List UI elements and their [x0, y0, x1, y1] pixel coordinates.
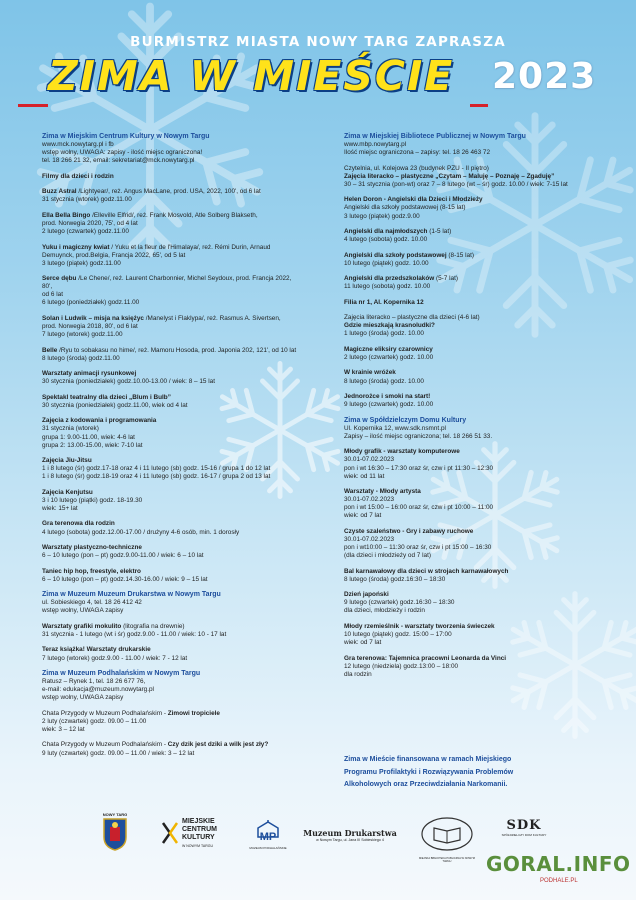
event-detail: wiek: od 7 lat — [344, 512, 382, 520]
year-label: 2023 — [492, 56, 597, 97]
logo-label: KULTURY — [182, 834, 215, 841]
event-detail: dla rodzin — [344, 670, 372, 678]
event-name: Angielski dla szkoły podstawowej — [344, 251, 447, 259]
event-detail: 1 i 8 lutego (śr) godz.17-18 oraz 4 i 11 lutego (sb) godz. 15-16 / grupa 1 do 12 lat — [42, 465, 271, 473]
funding-note — [344, 754, 574, 792]
mck-mark-icon — [160, 820, 180, 846]
event-name: Zajęcia Kenjutsu — [42, 488, 93, 496]
event-name: Warsztaty plastyczno-techniczne — [42, 544, 142, 552]
info-line: Ratusz – Rynek 1, tel. 18 26 677 76, — [42, 678, 146, 686]
event-detail: 10 lutego (piątek) godz. 15:00 – 17:00 — [344, 630, 452, 638]
event-detail: 30 stycznia (poniedziałek) godz.10.00-13.00 / wiek: 8 – 15 lat — [42, 378, 216, 386]
event-name: Młody grafik - warsztaty komputerowe — [344, 448, 460, 456]
event-detail: 2 lutego (czwartek) godz. 10.00 — [344, 354, 434, 361]
info-line: Czytelnia, ul. Kolejowa 23 (budynek PZU - II piętro) — [344, 164, 489, 172]
event-name: Zimowi tropiciele — [167, 709, 220, 717]
event-detail: (dla dzieci i młodzieży od 7 lat) — [344, 552, 432, 560]
event-detail: Demuynck, prod.Belgia, Francja 2022, 65', od 5 lat — [42, 251, 186, 259]
event-detail: /Ryu to sobakasu no hime/, reż. Mamoru Hosoda, prod. Japonia 202, 121', od 10 lat — [59, 346, 297, 354]
event-name: Zajęcia Jiu-Jitsu — [42, 457, 92, 465]
event-detail: 6 – 10 lutego (pon – pt) godz.9.00-11.00 / wiek: 6 – 10 lat — [42, 552, 204, 560]
event-detail: 6 – 10 lutego (pon – pt) godz.14.30-16.00 / wiek: 9 – 15 lat — [42, 575, 208, 583]
info-line: www.mbp.nowytarg.pl — [344, 141, 407, 149]
event-name: Gdzie mieszkają krasnoludki? — [344, 322, 435, 330]
event-detail: 7 lutego (wtorek) godz.11.00 — [42, 331, 123, 339]
info-line: wstęp wolny, UWAGA: zapisy - ilość miejsc ograniczona! — [42, 149, 203, 157]
right-column — [344, 133, 606, 686]
event-detail: 30.01-07.02.2023 — [344, 496, 395, 504]
event-detail: Chata Przygody w Muzeum Podhalańskim - — [42, 709, 168, 717]
event-name: Młody rzemieślnik - warsztaty tworzenia świeczek — [344, 622, 495, 630]
event-detail: (5-7 lat) — [434, 275, 459, 283]
coat-of-arms-icon — [102, 817, 128, 851]
event-detail: /Elleville Elfrid/, reż. Frank Mosvold, Atle Solberg Blakseth, — [92, 211, 258, 219]
divider — [470, 104, 488, 107]
section-title: Zima w Miejskim Centrum Kultury w Nowym Targu — [42, 133, 210, 140]
event-name: Jednorożce i smoki na start! — [344, 393, 431, 401]
event-name: Czyste szaleństwo - Gry i zabawy ruchowe — [344, 527, 474, 535]
event-name: Buzz Astral — [42, 188, 77, 196]
muzeum-podhalanskie-logo — [240, 820, 296, 850]
funding-line: Alkoholowych oraz Przeciwdziałania Narkomanii. — [344, 781, 508, 788]
event-name: Solan i Ludwik – misja na księżyc — [42, 314, 144, 322]
logo-label: SPÓŁDZIELCZY DOM KULTURY — [501, 833, 547, 837]
event-detail: grupa 1: 9.00-11.00, wiek: 4-6 lat — [42, 433, 135, 441]
event-name: Ella Bella Bingo — [42, 211, 91, 219]
event-detail: od 6 lat — [42, 291, 63, 299]
event-name: Gra terenowa dla rodzin — [42, 520, 115, 528]
left-column — [42, 133, 297, 765]
subheading: Filia nr 1, Al. Kopernika 12 — [344, 298, 424, 306]
event-name: Angielski dla przedszkolaków — [344, 275, 435, 283]
event-detail: prod. Norwegia 2018, 80', od 6 lat — [42, 323, 138, 331]
event-detail: 31 stycznia - 1 lutego (wt i śr) godz.9.00 - 11.00 / wiek: 10 - 17 lat — [42, 630, 227, 638]
event-detail: /Lightyear/, reż. Angus MacLane, prod. USA, 2022, 100', od 6 lat — [78, 188, 261, 196]
event-detail: 2 luty (czwartek) godz. 09.00 – 11.00 — [42, 717, 147, 725]
section-title: Zima w Spółdzielczym Domu Kultury — [344, 416, 467, 424]
event-detail: 30.01-07.02.2023 — [344, 456, 395, 464]
info-line: ul. Sobieskiego 4, tel. 18 26 412 42 — [42, 599, 142, 607]
event-detail: wiek: 3 – 12 lat — [42, 725, 85, 733]
logo-label: SDK — [506, 818, 542, 833]
event-name: Serce dębu — [42, 275, 77, 283]
event-detail: 9 luty (czwartek) godz. 09.00 – 11.00 / wiek: 3 – 12 lat — [42, 749, 195, 757]
event-name: Belle — [42, 346, 58, 354]
event-detail: Chata Przygody w Muzeum Podhalańskim - — [42, 741, 168, 749]
event-detail: pon i wt 16:30 – 17:30 oraz śr, czw i pt 11:30 – 12:30 — [344, 464, 494, 472]
event-detail: 1 i 8 lutego (śr) godz.18-19 oraz 4 i 11 lutego (sb) godz. 16-17 / grupa 2 od 13 lat — [42, 473, 271, 481]
event-name: Gra terenowa: Tajemnica pracowni Leonarda da Vinci — [344, 654, 507, 662]
event-detail: 8 lutego (środa) godz.11.00 — [42, 354, 120, 362]
event-detail: 4 lutego (sobota) godz. 10.00 — [344, 236, 428, 244]
subheading: Filmy dla dzieci i rodzin — [42, 172, 114, 180]
event-detail: 3 i 10 lutego (piątki) godz. 18-19.30 — [42, 496, 143, 504]
logo-label: NOWY TARG — [102, 812, 128, 817]
event-detail: /Manelyst i Flaklypa/, reż. Rasmus A. Sivertsen, — [145, 314, 281, 322]
subheading: Helen Doron - Angielski dla Dzieci i Młodzieży — [344, 196, 483, 204]
event-detail: dla dzieci, młodzieży i rodzin — [344, 607, 425, 615]
event-detail: 31 stycznia (wtorek) — [42, 425, 99, 433]
info-line: wstęp wolny, UWAGA zapisy — [42, 694, 124, 702]
event-detail: Zajęcia literacko – plastyczne dla dzieci (4-6 lat) — [344, 314, 480, 322]
info-line: Ul. Kopernika 12, www.sdk.nsmnt.pl — [344, 424, 446, 432]
logo-label: MIEJSKIE — [182, 818, 215, 825]
event-name: Warsztaty - Młody artysta — [344, 488, 421, 496]
event-name: Magiczne eliksiry czarownicy — [344, 345, 433, 353]
watermark: GORAL.INFO — [486, 852, 631, 876]
invite-text: BURMISTRZ MIASTA NOWY TARG ZAPRASZA — [130, 34, 506, 50]
event-detail: 9 lutego (czwartek) godz. 10.00 — [344, 401, 434, 409]
info-line: www.mck.nowytarg.pl i fb — [42, 141, 114, 149]
event-name: Warsztaty animacji rysunkowej — [42, 370, 137, 378]
event-detail: 4 lutego (sobota) godz.12.00-17.00 / drużyny 4-6 osób, min. 1 dorosły — [42, 528, 240, 536]
event-name: Warsztaty grafiki mokulito — [42, 622, 122, 630]
event-detail: 3 lutego (piątek) godz.11.00 — [42, 259, 121, 267]
muzeum-drukarstwa-logo — [300, 828, 400, 842]
event-name: Taniec hip hop, freestyle, elektro — [42, 567, 141, 575]
logo-label: MIEJSKA BIBLIOTEKA PUBLICZNA W NOWYM TARGU — [419, 857, 475, 863]
event-detail: 30 stycznia (poniedziałek) godz.11.00, wiek od 4 lat — [42, 401, 188, 409]
event-name: Teraz książka! Warsztaty drukarskie — [42, 646, 151, 654]
logo-label: Muzeum Drukarstwa — [303, 828, 397, 838]
event-detail: (litografia na drewnie) — [123, 622, 185, 630]
event-detail: / Yuku et la fleur de l'Himalaya/, reż. Rémi Durin, Arnaud — [111, 243, 271, 251]
event-detail: 8 lutego (środa) godz. 10.00 — [344, 377, 424, 385]
section-title: Zima w Muzeum Podhalańskim w Nowym Targu — [42, 670, 201, 678]
event-detail: 31 stycznia (wtorek) godz.11.00 — [42, 196, 132, 204]
logo-label: MUZEUM PODHALAŃSKIE — [249, 846, 287, 850]
page-title: ZIMA W MIEŚCIE — [48, 52, 455, 100]
event-detail: 11 lutego (sobota) godz. 10.00 — [344, 283, 431, 291]
funding-line: Programu Profilaktyki i Rozwiązywania Problemów — [344, 768, 514, 776]
section-title: Zima w Miejskiej Bibliotece Publicznej w Nowym Targu — [344, 133, 526, 140]
event-detail: 8 lutego (środa) godz.16:30 – 18:30 — [344, 575, 446, 583]
event-detail: 30.01-07.02.2023 — [344, 535, 395, 543]
event-detail: Angielski dla szkoły podstawowej (8-15 lat) — [344, 204, 466, 212]
event-detail: (8-15 lat) — [446, 251, 474, 259]
event-detail: 3 lutego (piątek) godz.9.00 — [344, 212, 420, 220]
event-detail: /Le Chene/, reż. Laurent Charbonnier, Michel Seydoux, prod. Francja 2022, 80', — [42, 275, 292, 291]
nowy-targ-logo — [100, 812, 130, 856]
event-detail: pon i wt 15:00 – 16:00 oraz śr, czw i pt 10:00 – 11:00 — [344, 504, 494, 512]
event-name: Zajęcia literacko – plastyczne „Czytam – Maluję – Poznaję – Zgaduję” — [344, 172, 555, 180]
event-detail: prod. Norwegia 2020, 75', od 4 lat — [42, 219, 138, 227]
logo-label: CENTRUM — [182, 826, 217, 833]
logo-label: W NOWYM TARGU — [182, 844, 213, 848]
event-detail: 7 lutego (wtorek) godz.9.00 - 11.00 / wiek: 7 - 12 lat — [42, 654, 188, 662]
event-detail: 12 lutego (niedziela) godz.13:00 – 18:00 — [344, 662, 459, 670]
info-line: Zapisy – ilość miejsc ograniczona; tel. 18 266 51 33. — [344, 432, 493, 440]
biblioteka-logo — [418, 816, 476, 863]
event-name: Zajęcia z kodowania i programowania — [42, 417, 157, 425]
event-detail: grupa 2: 13.00-15.00, wiek: 7-10 lat — [42, 441, 143, 449]
event-detail: 2 lutego (czwartek) godz.11.00 — [42, 228, 129, 236]
info-line: Ilość miejsc ograniczona – zapisy: tel. 18 26 463 72 — [344, 149, 491, 157]
event-detail: 6 lutego (poniedziałek) godz.11.00 — [42, 299, 140, 307]
logo-label: w Nowym Targu, ul. Jana III Sobieskiego 4 — [316, 838, 384, 842]
info-line: wstęp wolny, UWAGA zapisy — [42, 607, 124, 615]
library-book-icon — [420, 816, 474, 852]
logo-label: MP — [259, 831, 277, 843]
event-detail: 1 lutego (środa) godz. 10.00 — [344, 330, 424, 338]
event-detail: 10 lutego (piątek) godz. 10.00 — [344, 259, 429, 267]
event-name: Spektakl teatralny dla dzieci „Blum i Bulb” — [42, 393, 171, 401]
event-name: Bal karnawałowy dla dzieci w strojach karnawałowych — [344, 567, 509, 575]
event-detail: (1-5 lat) — [427, 228, 452, 236]
section-title: Zima w Muzeum Muzeum Drukarstwa w Nowym Targu — [42, 591, 221, 599]
event-detail: wiek: 15+ lat — [42, 504, 78, 512]
sdk-logo — [494, 818, 554, 837]
event-detail: 30 – 31 stycznia (pon-wt) oraz 7 – 8 lutego (wt – śr) godz. 10.00 / wiek: 7-15 lat — [344, 180, 568, 188]
info-line: tel. 18 266 21 32, email: sekretariat@mck.nowytarg.pl — [42, 157, 195, 165]
info-line: e-mail: edukacja@muzeum.nowytarg.pl — [42, 686, 154, 694]
event-detail: pon i wt10:00 – 11:30 oraz śr, czw i pt 15:00 – 16:30 — [344, 544, 492, 552]
watermark-sub: PODHALE.PL — [540, 878, 578, 884]
event-name: Dzień japoński — [344, 591, 389, 599]
event-name: Angielski dla najmłodszych — [344, 228, 428, 236]
funding-line: Zima w Mieście finansowana w ramach Miejskiego — [344, 756, 512, 763]
event-detail: wiek: od 11 lat — [344, 472, 385, 480]
event-name: Yuku i magiczny kwiat — [42, 243, 110, 251]
event-detail: 9 lutego (czwartek) godz.16:30 – 18:30 — [344, 599, 455, 607]
event-detail: wiek: od 7 lat — [344, 639, 382, 647]
event-name: Czy dzik jest dziki a wilk jest zły? — [167, 741, 269, 749]
event-name: W krainie wróżek — [344, 369, 396, 377]
divider — [18, 104, 48, 107]
